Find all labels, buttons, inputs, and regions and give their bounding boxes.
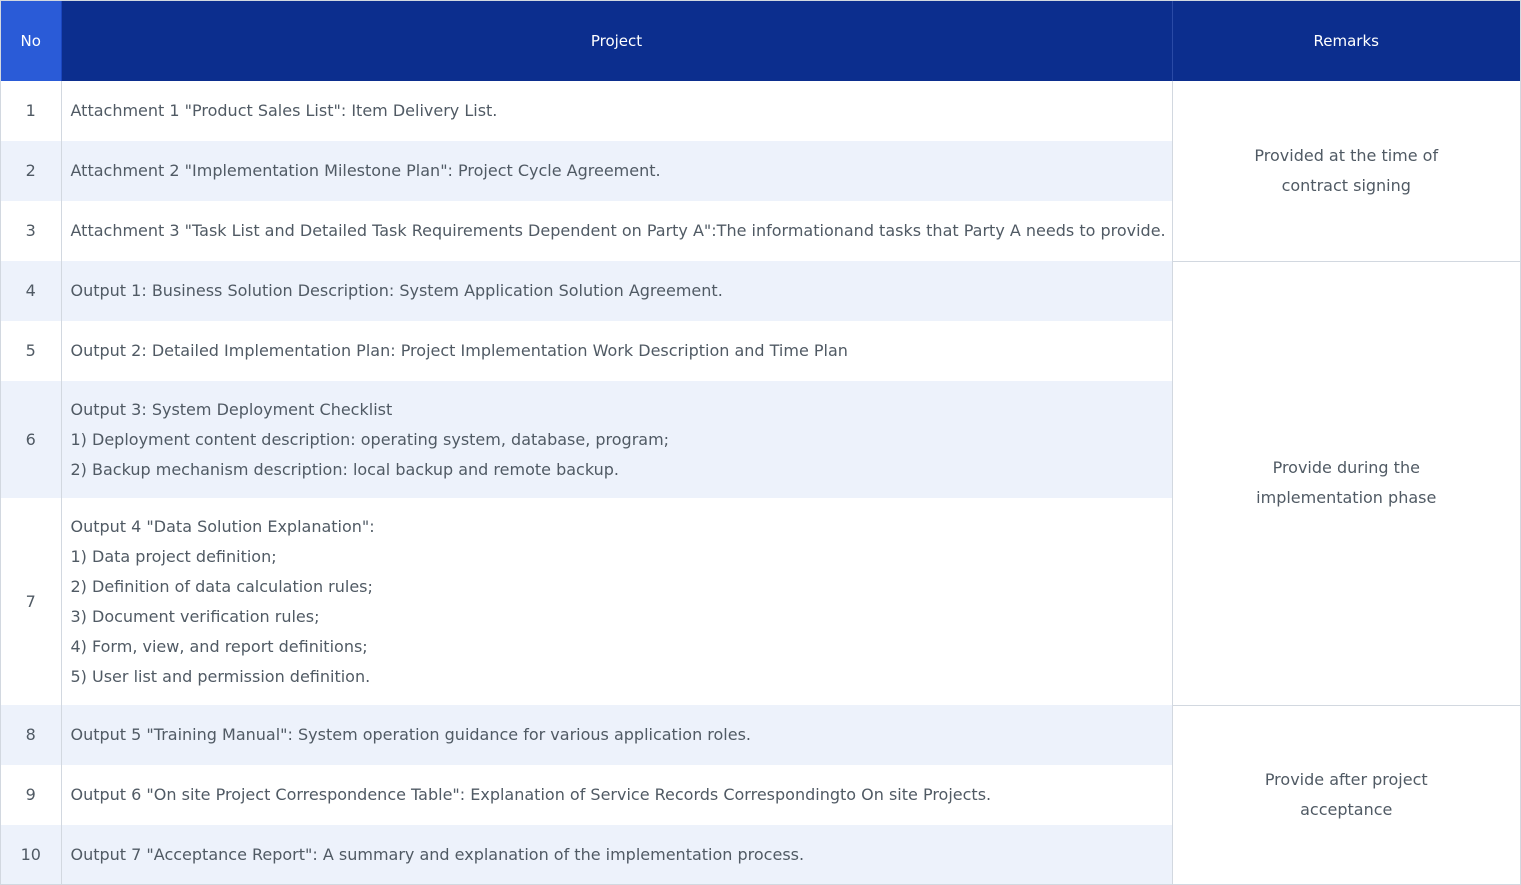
project-line: 4) Form, view, and report definitions; xyxy=(70,636,368,656)
remarks-cell-implementation xyxy=(1172,261,1520,705)
column-header-remarks: Remarks xyxy=(1172,1,1520,81)
row-number: 1 xyxy=(1,81,61,141)
project-line: Attachment 2 "Implementation Milestone Plan": Project Cycle Agreement. xyxy=(70,161,661,180)
project-line: Output 2: Detailed Implementation Plan: Project Implementation Work Description and Time Plan xyxy=(70,341,848,360)
table-row xyxy=(1,261,1520,321)
column-header-no: No xyxy=(1,1,61,81)
row-number: 10 xyxy=(1,825,61,884)
project-line: Output 7 "Acceptance Report": A summary and explanation of the implementation process. xyxy=(70,844,805,864)
project-line: Output 1: Business Solution Description: System Application Solution Agreement. xyxy=(70,281,723,300)
project-cell xyxy=(61,381,1172,498)
remarks-text: Provided at the time of contract signing xyxy=(1254,145,1439,195)
project-line: Output 3: System Deployment Checklist xyxy=(70,399,393,419)
deliverables-table xyxy=(1,1,1520,884)
project-line: 5) User list and permission definition. xyxy=(70,666,371,686)
table-header-row xyxy=(1,1,1520,81)
row-number: 8 xyxy=(1,705,61,765)
remarks-cell-acceptance xyxy=(1172,705,1520,884)
project-line: Output 6 "On site Project Correspondence Table": Explanation of Service Records Correspondingto On site Projects. xyxy=(70,785,992,804)
row-number: 2 xyxy=(1,141,61,201)
project-line: 1) Data project definition; xyxy=(70,546,277,566)
project-line: 2) Backup mechanism description: local backup and remote backup. xyxy=(70,459,619,479)
project-cell xyxy=(61,261,1172,321)
remarks-cell-contract xyxy=(1172,81,1520,261)
project-cell xyxy=(61,705,1172,765)
project-line: Attachment 3 "Task List and Detailed Task Requirements Dependent on Party A":The informationand tasks that Party A needs to provide. xyxy=(70,221,1166,240)
project-cell xyxy=(61,81,1172,141)
column-header-project: Project xyxy=(61,1,1172,81)
project-line: Attachment 1 "Product Sales List": Item Delivery List. xyxy=(70,101,498,120)
project-line: Output 4 "Data Solution Explanation": xyxy=(70,516,375,536)
row-number: 6 xyxy=(1,381,61,498)
remarks-text: Provide during the implementation phase xyxy=(1256,458,1437,507)
row-number: 5 xyxy=(1,321,61,381)
remarks-text: Provide after project acceptance xyxy=(1264,769,1428,819)
project-cell xyxy=(61,201,1172,261)
row-number: 7 xyxy=(1,498,61,705)
project-line: Output 5 "Training Manual": System operation guidance for various application roles. xyxy=(70,725,752,744)
project-line: 3) Document verification rules; xyxy=(70,606,320,626)
project-line: 1) Deployment content description: operating system, database, program; xyxy=(70,429,670,449)
row-number: 4 xyxy=(1,261,61,321)
table-row xyxy=(1,81,1520,141)
row-number: 3 xyxy=(1,201,61,261)
project-cell xyxy=(61,825,1172,884)
project-cell xyxy=(61,498,1172,705)
table-row xyxy=(1,705,1520,765)
row-number: 9 xyxy=(1,765,61,825)
project-cell xyxy=(61,765,1172,825)
project-cell xyxy=(61,321,1172,381)
project-cell xyxy=(61,141,1172,201)
project-line: 2) Definition of data calculation rules; xyxy=(70,576,373,596)
